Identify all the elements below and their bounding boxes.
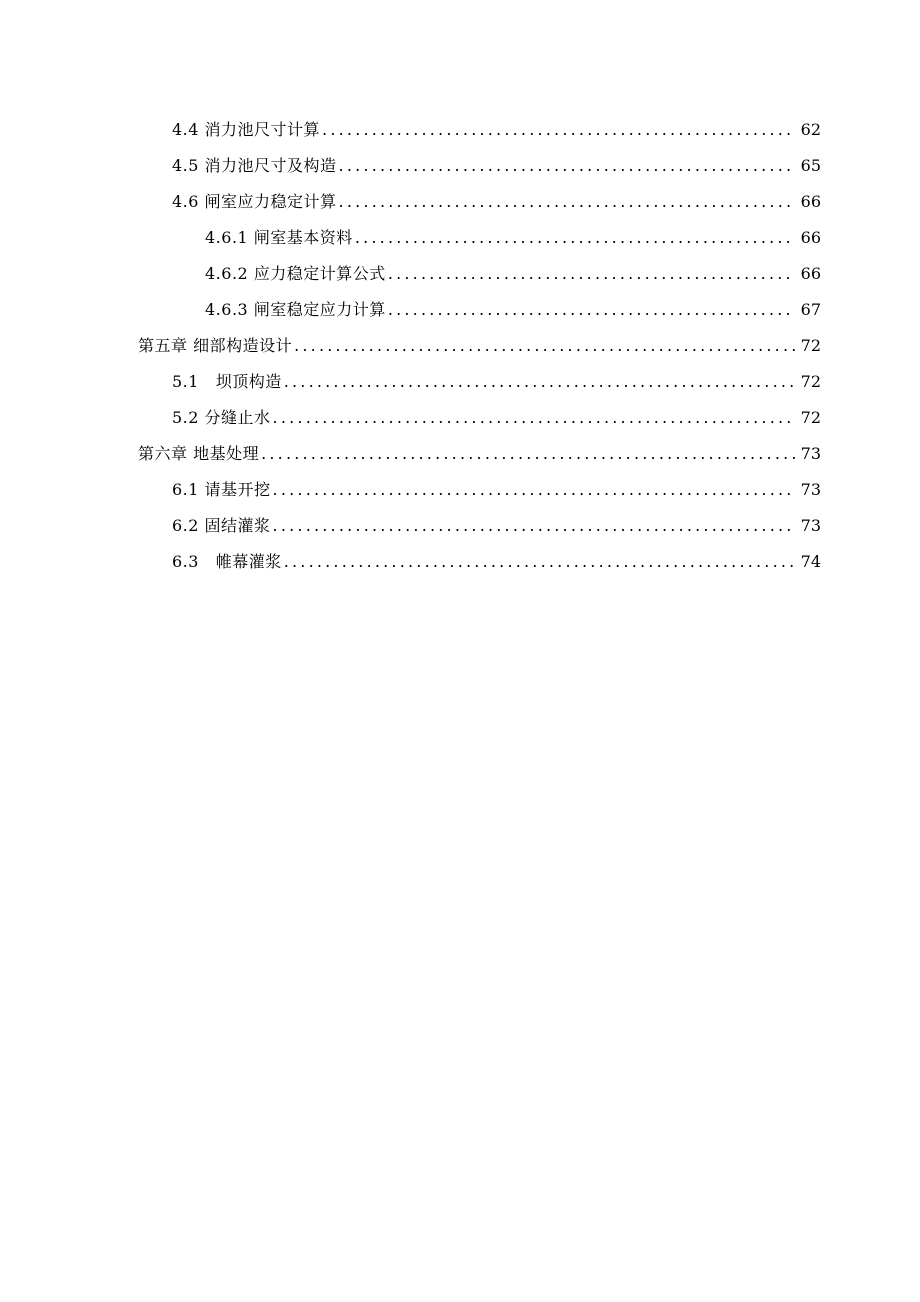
toc-page-number: 65 xyxy=(800,156,821,175)
toc-entry-chapter-6[interactable] xyxy=(0,436,920,472)
toc-entry-title: 4.6.1 闸室基本资料 xyxy=(205,228,353,247)
toc-entry-title: 4.6.3 闸室稳定应力计算 xyxy=(205,300,386,319)
toc-entry-title: 6.1 请基开挖 xyxy=(172,480,271,499)
toc-dot-leader xyxy=(388,256,795,292)
toc-dot-leader xyxy=(339,148,795,184)
toc-page-number: 66 xyxy=(800,192,821,211)
toc-dot-leader xyxy=(322,112,795,148)
toc-entry-5-2[interactable] xyxy=(0,400,920,436)
toc-dot-leader xyxy=(261,436,795,472)
toc-entry-chapter-5[interactable] xyxy=(0,328,920,364)
toc-entry-4-6-1[interactable] xyxy=(0,220,920,256)
toc-entry-title: 4.4 消力池尺寸计算 xyxy=(172,120,321,139)
toc-dot-leader xyxy=(355,220,795,256)
toc-entry-6-1[interactable] xyxy=(0,472,920,508)
toc-entry-6-2[interactable] xyxy=(0,508,920,544)
toc-entry-title: 第五章 细部构造设计 xyxy=(138,336,293,355)
toc-page-number: 73 xyxy=(800,480,821,499)
toc-dot-leader xyxy=(273,508,795,544)
toc-page-number: 72 xyxy=(800,336,821,355)
toc-entry-title: 4.5 消力池尺寸及构造 xyxy=(172,156,337,175)
toc-page-number: 67 xyxy=(800,300,821,319)
toc-entry-title: 4.6.2 应力稳定计算公式 xyxy=(205,264,386,283)
toc-dot-leader xyxy=(339,184,795,220)
toc-entry-4-6-2[interactable] xyxy=(0,256,920,292)
table-of-contents xyxy=(0,112,920,580)
toc-page-number: 72 xyxy=(800,372,821,391)
toc-entry-4-6[interactable] xyxy=(0,184,920,220)
toc-entry-title: 5.2 分缝止水 xyxy=(172,408,271,427)
toc-dot-leader xyxy=(273,400,795,436)
toc-dot-leader xyxy=(388,292,795,328)
toc-dot-leader xyxy=(294,328,795,364)
toc-page-number: 62 xyxy=(800,120,821,139)
toc-entry-title: 5.1 坝顶构造 xyxy=(172,372,282,391)
toc-page-number: 66 xyxy=(800,228,821,247)
toc-page-number: 66 xyxy=(800,264,821,283)
toc-entry-4-6-3[interactable] xyxy=(0,292,920,328)
toc-entry-title: 第六章 地基处理 xyxy=(138,444,260,463)
toc-entry-title: 4.6 闸室应力稳定计算 xyxy=(172,192,337,211)
toc-page-number: 72 xyxy=(800,408,821,427)
toc-page-number: 73 xyxy=(800,444,821,463)
toc-entry-4-4[interactable] xyxy=(0,112,920,148)
toc-dot-leader xyxy=(284,544,795,580)
toc-entry-6-3[interactable] xyxy=(0,544,920,580)
toc-dot-leader xyxy=(273,472,795,508)
toc-entry-4-5[interactable] xyxy=(0,148,920,184)
toc-page-number: 74 xyxy=(800,552,821,571)
toc-entry-title: 6.3 帷幕灌浆 xyxy=(172,552,282,571)
toc-entry-title: 6.2 固结灌浆 xyxy=(172,516,271,535)
toc-page-number: 73 xyxy=(800,516,821,535)
toc-entry-5-1[interactable] xyxy=(0,364,920,400)
toc-dot-leader xyxy=(284,364,795,400)
